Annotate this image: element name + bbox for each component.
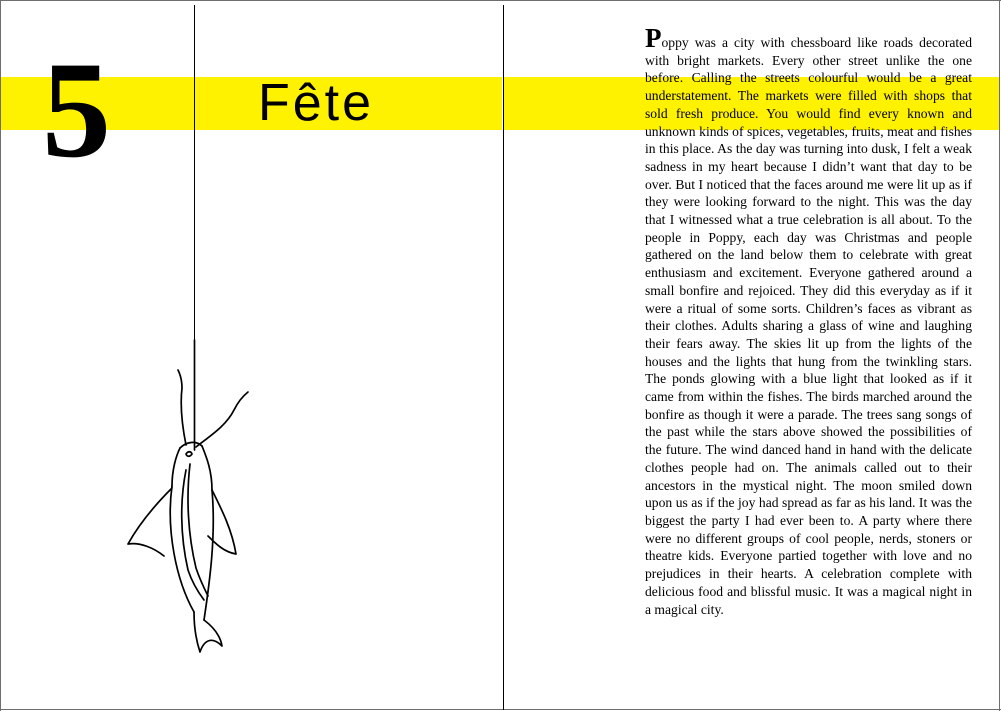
drop-cap: P xyxy=(645,23,662,53)
page-border-bottom xyxy=(0,709,1001,710)
chapter-title: Fête xyxy=(258,74,375,132)
chapter-number: 5 xyxy=(42,33,111,186)
fish-body-right xyxy=(204,490,213,620)
fish-barbel-left xyxy=(178,370,186,445)
fish-eye xyxy=(186,452,192,457)
fish-head-right xyxy=(202,446,212,490)
fish-fin-left xyxy=(128,488,172,556)
hanging-fish-icon xyxy=(100,330,280,660)
fish-tail xyxy=(194,612,222,652)
column-rule xyxy=(194,5,195,341)
page-gutter-line xyxy=(503,5,504,710)
story-text: oppy was a city with chessboard like roads decorated with bright markets. Every other street unlike the one before. Calling the streets colourful would be a great understatement. The markets were filled with shops that sold fresh produce. You would find every known and unknown kinds of spices, vegetables, fruits, meat and fishes in this place. As the day was turning into dusk, I felt a weak sadness in my heart because I didn’t want that day to be over. But I noticed that the faces around me were lit up as if they were looking forward to the night. This was the day that I witnessed what a true celebration is all about. To the people in Poppy, each day was Christmas and people gathered on the land below them to celebrate with great enthusiasm and excitement. Everyone gathered around a small bonfire and rejoiced. They did this everyday as if it were a ritual of some sorts. Children’s faces as vibrant as their clothes. Adults sharing a glass of wine and laughing their fears away. The skies lit up from the lights of the houses and the lights that hung from the twinkling stars. The ponds glowing with a blue light that looked as if it came from within the fishes. The birds marched around the bonfire as though it were a parade. The trees sang songs of the past while the stars above showed the possibilities of the future. The wind danced hand in hand with the delicate clothes people had on. The animals called out to their ancestors in the mystical night. The moon smiled down upon us as if the joy had spread as far as his land. It was the biggest the party I had ever been to. A party where there were no different groups of cool people, nerds, stoners or theatre kids. Everyone partied together with love and no prejudices in their hearts. A celebration complete with delicious food and blissful music. It was a magical night in a magical city. xyxy=(645,35,972,617)
fish-head-left xyxy=(172,448,180,486)
page-border-top xyxy=(0,0,1001,1)
fish-barbel-right xyxy=(196,392,248,447)
fish-drawing xyxy=(128,340,248,652)
story-paragraph xyxy=(645,23,972,618)
page-border-right xyxy=(999,0,1000,711)
